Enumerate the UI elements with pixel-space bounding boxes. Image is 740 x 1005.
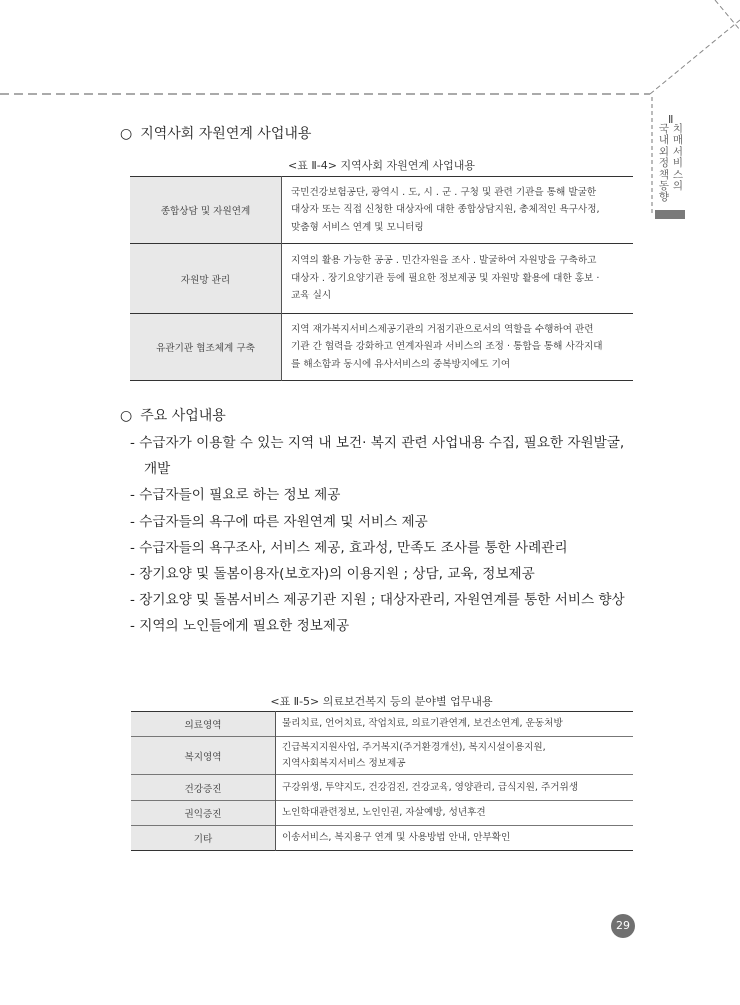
table-row bbox=[130, 314, 633, 381]
table-5 bbox=[131, 711, 633, 851]
section-heading-resource-linkage bbox=[120, 123, 311, 143]
circle-bullet-icon: ○ bbox=[120, 126, 133, 142]
row-label: 건강증진 bbox=[131, 775, 276, 801]
list-item: - 수급자들의 욕구에 따른 자원연계 및 서비스 제공 bbox=[130, 513, 428, 530]
row-label: 의료영역 bbox=[131, 712, 276, 737]
row-label: 권익증진 bbox=[131, 801, 276, 826]
list-item: - 장기요양 및 돌봄서비스 제공기관 지원 ; 대상자관리, 자원연계를 통한 서비스 향상 bbox=[130, 592, 625, 609]
description-line: 물리치료, 언어치료, 작업치료, 의료기관연계, 보건소연계, 운동처방 bbox=[282, 718, 563, 729]
row-description bbox=[282, 177, 634, 244]
description-line: 긴급복지지원사업, 주거복지(주거환경개선), 복지시설이용지원, bbox=[282, 741, 546, 753]
row-description bbox=[282, 314, 634, 381]
list-item: - 지역의 노인들에게 필요한 정보제공 bbox=[130, 618, 350, 635]
section-heading-main-programs bbox=[120, 405, 226, 425]
table-4 bbox=[130, 176, 633, 381]
section-title: 주요 사업내용 bbox=[140, 408, 226, 424]
chapter-title-line-2: 국내외정책동향 bbox=[658, 123, 670, 204]
table-row bbox=[130, 244, 633, 314]
corner-diagonal-right bbox=[715, 0, 740, 30]
program-list bbox=[130, 430, 640, 640]
description-line: 노인학대관련정보, 노인인권, 자살예방, 성년후견 bbox=[282, 807, 486, 818]
description-line: 기관 간 협력을 강화하고 연계자원과 서비스의 조정 · 통합을 통해 사각지대 bbox=[291, 341, 603, 353]
description-line: 교육 실시 bbox=[291, 290, 332, 302]
description-line: 지역 재가복지서비스제공기관의 거점기관으로서의 역할을 수행하여 관련 bbox=[291, 323, 594, 335]
row-label: 유관기관 협조체계 구축 bbox=[130, 314, 282, 381]
circle-bullet-icon: ○ bbox=[120, 408, 133, 424]
description-line: 대상자 . 장기요양기관 등에 필요한 정보제공 및 자원망 활용에 대한 홍보 · bbox=[291, 272, 600, 284]
row-description bbox=[276, 737, 634, 775]
list-item: - 장기요양 및 돌봄이용자(보호자)의 이용지원 ; 상담, 교육, 정보제공 bbox=[130, 566, 535, 583]
row-description bbox=[276, 801, 634, 826]
table-5-caption: <표 Ⅱ-5> 의료보건복지 등의 분야별 업무내용 bbox=[270, 695, 493, 708]
row-label: 기타 bbox=[131, 826, 276, 851]
table-row bbox=[131, 801, 633, 826]
table-row bbox=[131, 775, 633, 801]
description-line: 지역사회복지서비스 정보제공 bbox=[282, 757, 406, 769]
table-row bbox=[130, 177, 633, 244]
page-number-badge: 29 bbox=[611, 914, 635, 938]
table-row bbox=[131, 826, 633, 851]
list-item: - 수급자가 이용할 수 있는 지역 내 보건· 복지 관련 사업내용 수집, 필요한 자원발굴, 개발 bbox=[130, 435, 625, 478]
row-label: 복지영역 bbox=[131, 737, 276, 775]
description-line: 국민건강보험공단, 광역시 . 도, 시 . 군 . 구청 및 관련 기관을 통해 발굴한 bbox=[291, 186, 597, 198]
row-description bbox=[276, 775, 634, 801]
corner-diagonal-left bbox=[650, 20, 740, 94]
row-label: 자원망 관리 bbox=[130, 244, 282, 314]
row-description bbox=[276, 826, 634, 851]
description-line: 구강위생, 투약지도, 건강검진, 건강교육, 영양관리, 급식지원, 주거위생 bbox=[282, 781, 579, 793]
list-item: - 수급자들의 욕구조사, 서비스 제공, 효과성, 만족도 조사를 통한 사례관리 bbox=[130, 539, 568, 556]
table-4-caption: <표 Ⅱ-4> 지역사회 자원연계 사업내용 bbox=[288, 159, 475, 172]
description-line: 지역의 활용 가능한 공공 . 민간자원을 조사 . 발굴하여 자원망을 구축하고 bbox=[291, 255, 597, 267]
table-row bbox=[131, 712, 633, 737]
chapter-tab-bar bbox=[655, 210, 685, 219]
row-description bbox=[276, 712, 634, 737]
description-line: 를 해소함과 동시에 유사서비스의 중복방지에도 기여 bbox=[291, 358, 511, 370]
section-title: 지역사회 자원연계 사업내용 bbox=[140, 126, 312, 142]
table-row bbox=[131, 737, 633, 775]
row-label: 종합상담 및 자원연계 bbox=[130, 177, 282, 244]
list-item: - 수급자들이 필요로 하는 정보 제공 bbox=[130, 487, 341, 504]
description-line: 맞춤형 서비스 연계 및 모니터링 bbox=[291, 221, 424, 233]
description-line: 이송서비스, 복지용구 연계 및 사용방법 안내, 안부확인 bbox=[282, 832, 511, 843]
chapter-title-line-1: 치매서비스의 bbox=[672, 123, 684, 193]
description-line: 대상자 또는 직접 신청한 대상자에 대한 종합상담지원, 총체적인 욕구사정, bbox=[291, 204, 600, 216]
row-description bbox=[282, 244, 634, 314]
chapter-roman-numeral: Ⅱ bbox=[668, 113, 674, 126]
